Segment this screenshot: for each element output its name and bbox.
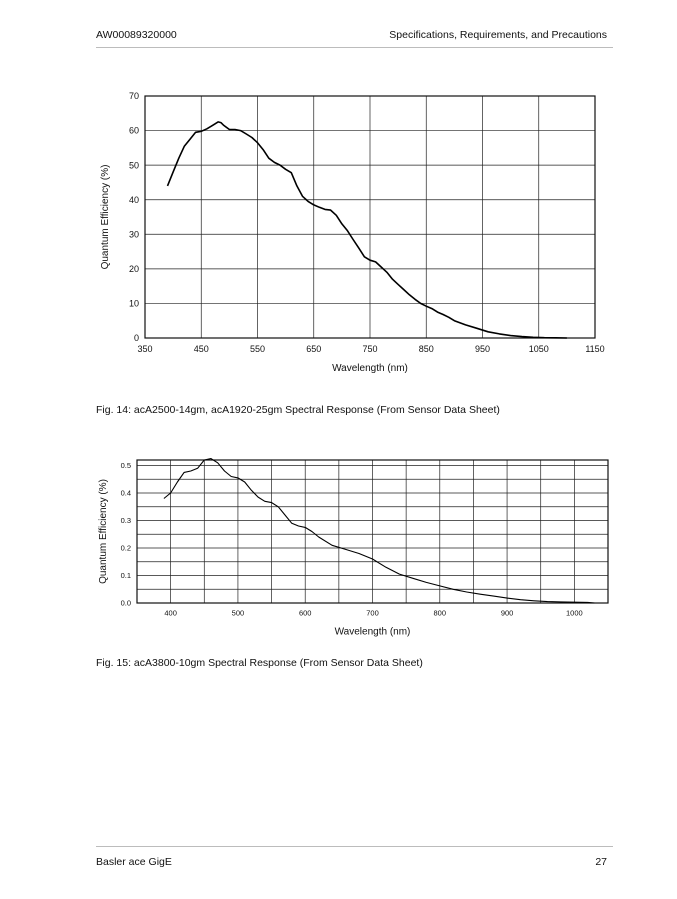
x-tick-label: 1000	[566, 608, 583, 618]
x-tick-label: 950	[474, 344, 491, 354]
y-axis-label: Quantum Efficiency (%)	[100, 164, 111, 270]
x-tick-label: 600	[298, 608, 312, 618]
x-tick-label: 850	[418, 344, 434, 354]
footer-divider	[96, 846, 613, 847]
x-tick-label: 650	[306, 344, 322, 354]
y-tick-label: 20	[128, 264, 139, 275]
y-tick-label: 0.0	[120, 598, 131, 608]
figure-caption-14: Fig. 14: acA2500-14gm, acA1920-25gm Spectral Response (From Sensor Data Sheet)	[96, 404, 500, 416]
y-tick-label: 30	[128, 229, 139, 240]
series-line	[164, 459, 595, 603]
footer-page-number: 27	[595, 856, 607, 868]
y-tick-label: 50	[128, 160, 139, 171]
header-doc-id: AW00089320000	[96, 29, 177, 41]
y-tick-label: 60	[128, 125, 139, 136]
x-tick-label: 550	[249, 344, 266, 354]
x-tick-label: 400	[164, 608, 177, 618]
x-tick-label: 450	[193, 344, 209, 354]
y-axis-label: Quantum Efficiency (%)	[98, 479, 109, 584]
x-tick-label: 900	[500, 608, 514, 618]
y-tick-label: 70	[128, 91, 139, 102]
x-tick-label: 800	[433, 608, 447, 618]
y-tick-label: 0.4	[120, 488, 131, 498]
spectral-response-chart-fig15	[0, 452, 677, 642]
x-tick-label: 750	[362, 344, 378, 354]
header-divider	[96, 47, 613, 48]
y-tick-label: 10	[128, 298, 139, 309]
figure-caption-15: Fig. 15: acA3800-10gm Spectral Response (From Sensor Data Sheet)	[96, 657, 423, 669]
header-section-title: Specifications, Requirements, and Precautions	[389, 29, 607, 41]
series-line	[168, 122, 567, 338]
y-tick-label: 0.1	[120, 571, 131, 581]
x-tick-label: 350	[137, 344, 153, 354]
x-axis-label: Wavelength (nm)	[334, 626, 411, 638]
x-tick-label: 700	[366, 608, 379, 618]
spectral-response-chart-fig14	[0, 80, 677, 380]
y-tick-label: 40	[128, 194, 139, 205]
x-tick-label: 1050	[528, 344, 549, 354]
x-tick-label: 500	[231, 608, 245, 618]
footer-product-name: Basler ace GigE	[96, 856, 172, 868]
x-tick-label: 1150	[585, 344, 605, 354]
y-tick-label: 0.3	[120, 516, 131, 526]
y-tick-label: 0	[133, 333, 139, 344]
y-tick-label: 0.2	[120, 543, 131, 553]
x-axis-label: Wavelength (nm)	[332, 363, 408, 374]
y-tick-label: 0.5	[120, 461, 131, 471]
